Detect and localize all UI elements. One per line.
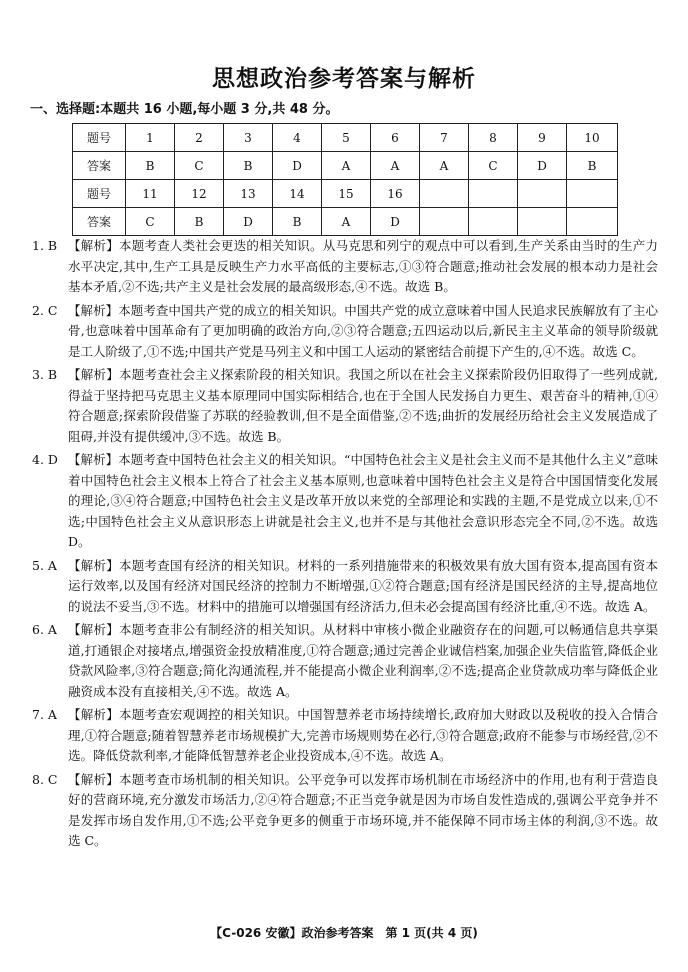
question-answer: 7. A (32, 707, 57, 722)
explanation-item (32, 705, 658, 767)
table-cell: 16 (371, 180, 420, 208)
table-cell: C (175, 152, 224, 180)
table-cell: 2 (175, 124, 224, 152)
question-answer: 3. B (32, 367, 58, 382)
explanation-text: 【解析】本题考查社会主义探索阶段的相关知识。我国之所以在社会主义探索阶段仍旧取得了一些列成就,得益于坚持把马克思主义基本原理同中国实际相结合,也在于全国人民发扬自力更生、艰苦奋斗的精神,①④符合题意;探索阶段借鉴了苏联的经验教训,但不是全面借鉴,②不选;曲折的发展经历给社会主义发展造成了阻碍,并没有提供缓冲,③不选。故选 B。 (68, 367, 658, 444)
table-cell: A (371, 152, 420, 180)
row-label: 题号 (73, 180, 126, 208)
page-title: 思想政治参考答案与解析 (212, 66, 476, 92)
table-cell: 9 (518, 124, 567, 152)
table-cell: B (224, 152, 273, 180)
question-answer: 4. D (32, 452, 58, 467)
table-cell: D (224, 208, 273, 236)
explanation-item (32, 301, 658, 363)
table-cell: 8 (469, 124, 518, 152)
table-cell: 6 (371, 124, 420, 152)
question-answer: 6. A (32, 622, 57, 637)
table-cell: 13 (224, 180, 273, 208)
table-cell: 14 (273, 180, 322, 208)
table-cell (567, 180, 618, 208)
question-answer: 2. C (32, 302, 58, 318)
table-cell (469, 180, 518, 208)
table-cell (420, 180, 469, 208)
table-cell: B (567, 152, 618, 180)
table-cell: 3 (224, 124, 273, 152)
explanation-item (32, 450, 658, 553)
explanation-text: 【解析】本题考查中国共产党的成立的相关知识。中国共产党的成立意味着中国人民追求民族解放有了主心骨,也意味着中国革命有了更加明确的政治方向,②③符合题意;五四运动以后,新民主主义革命的领导阶级就是工人阶级了,①不选;中国共产党是马列主义和中国工人运动的紧密结合前提下产生的,④不选。故选 C。 (68, 302, 658, 359)
table-cell (567, 208, 618, 236)
table-cell: B (273, 208, 322, 236)
explanation-item (32, 236, 658, 298)
explanation-item (32, 365, 658, 447)
table-cell: A (420, 152, 469, 180)
answer-table (72, 123, 618, 236)
table-cell: B (175, 208, 224, 236)
table-cell: D (273, 152, 322, 180)
explanation-text: 【解析】本题考查国有经济的相关知识。材料的一系列措施带来的积极效果有放大国有资本,提高国有资本运行效率,以及国有经济对国民经济的控制力不断增强,①②符合题意;国有经济是国民经济的主导,提高地位的说法不妥当,③不选。材料中的措施可以增强国有经济活力,但未必会提高国有经济比重,④不选。故选 A。 (68, 557, 658, 614)
table-cell (518, 208, 567, 236)
table-cell: 1 (126, 124, 175, 152)
table-row (73, 124, 618, 152)
table-cell: B (126, 152, 175, 180)
explanation-text: 【解析】本题考查市场机制的相关知识。公平竞争可以发挥市场机制在市场经济中的作用,也有利于营造良好的营商环境,充分激发市场活力,②④符合题意;不正当竞争就是因为市场自发性造成的,强调公平竞争并不是发挥市场自发作用,①不选;公平竞争更多的侧重于市场环境,并不能保障不同市场主体的利润,③不选。故选 C。 (68, 771, 658, 848)
table-row (73, 208, 618, 236)
table-cell: D (371, 208, 420, 236)
question-answer: 5. A (32, 557, 57, 573)
section-heading: 一、选择题:本题共 16 小题,每小题 3 分,共 48 分。 (30, 102, 339, 117)
row-label: 答案 (73, 152, 126, 180)
table-cell: 15 (322, 180, 371, 208)
table-cell: 4 (273, 124, 322, 152)
row-label: 题号 (73, 124, 126, 152)
table-cell: 12 (175, 180, 224, 208)
explanation-item (32, 556, 658, 618)
explanation-text: 【解析】本题考查中国特色社会主义的相关知识。“中国特色社会主义是社会主义而不是其他什么主义”意味着中国特色社会主义根本上符合了社会主义基本原则,也意味着中国特色社会主义是符合中国国情变化发展的理论,③④符合题意;中国特色社会主义是改革开放以来党的全部理论和实践的主题,不是党成立以来,①不选;中国特色社会主义从意识形态上讲就是社会主义,也并不是与其他社会意识形态完全不同,②不选。故选 D。 (68, 452, 658, 549)
table-cell: 7 (420, 124, 469, 152)
table-cell: 10 (567, 124, 618, 152)
table-row (73, 180, 618, 208)
table-cell: C (469, 152, 518, 180)
table-cell: D (518, 152, 567, 180)
explanations-list (32, 236, 658, 855)
explanation-text: 【解析】本题考查宏观调控的相关知识。中国智慧养老市场持续增长,政府加大财政以及税收的投入合情合理,①符合题意;随着智慧养老市场规模扩大,完善市场规则势在必行,③符合题意;政府不能参与市场经营,②不选。降低贷款利率,才能降低智慧养老企业投资成本,④不选。故选 A。 (68, 707, 658, 763)
table-cell (518, 180, 567, 208)
page-footer: 【C-026 安徽】政治参考答案 第 1 页(共 4 页) (210, 926, 478, 940)
explanation-item (32, 620, 658, 702)
table-cell (469, 208, 518, 236)
explanation-item (32, 770, 658, 852)
question-answer: 1. B (32, 238, 58, 253)
explanation-text: 【解析】本题考查非公有制经济的相关知识。从材料中审核小微企业融资存在的问题,可以畅通信息共享渠道,打通银企对接堵点,增强资金投放精准度,①符合题意;通过完善企业诚信档案,加强企业失信监管,降低企业贷款风险率,③符合题意;简化沟通流程,并不能提高小微企业利润率,②不选;提高企业贷款成功率与降低企业融资成本没有直接相关,④不选。故选 A。 (68, 622, 658, 699)
question-answer: 8. C (32, 771, 58, 787)
table-cell: 11 (126, 180, 175, 208)
explanation-text: 【解析】本题考查人类社会更迭的相关知识。从马克思和列宁的观点中可以看到,生产关系由当时的生产力水平决定,其中,生产工具是反映生产力水平高低的主要标志,①③符合题意;推动社会发展的根本动力是社会基本矛盾,②不选;共产主义是社会发展的最高级形态,④不选。故选 B。 (68, 238, 658, 294)
table-cell: C (126, 208, 175, 236)
table-cell: A (322, 208, 371, 236)
table-row (73, 152, 618, 180)
row-label: 答案 (73, 208, 126, 236)
table-cell (420, 208, 469, 236)
table-cell: 5 (322, 124, 371, 152)
table-cell: A (322, 152, 371, 180)
